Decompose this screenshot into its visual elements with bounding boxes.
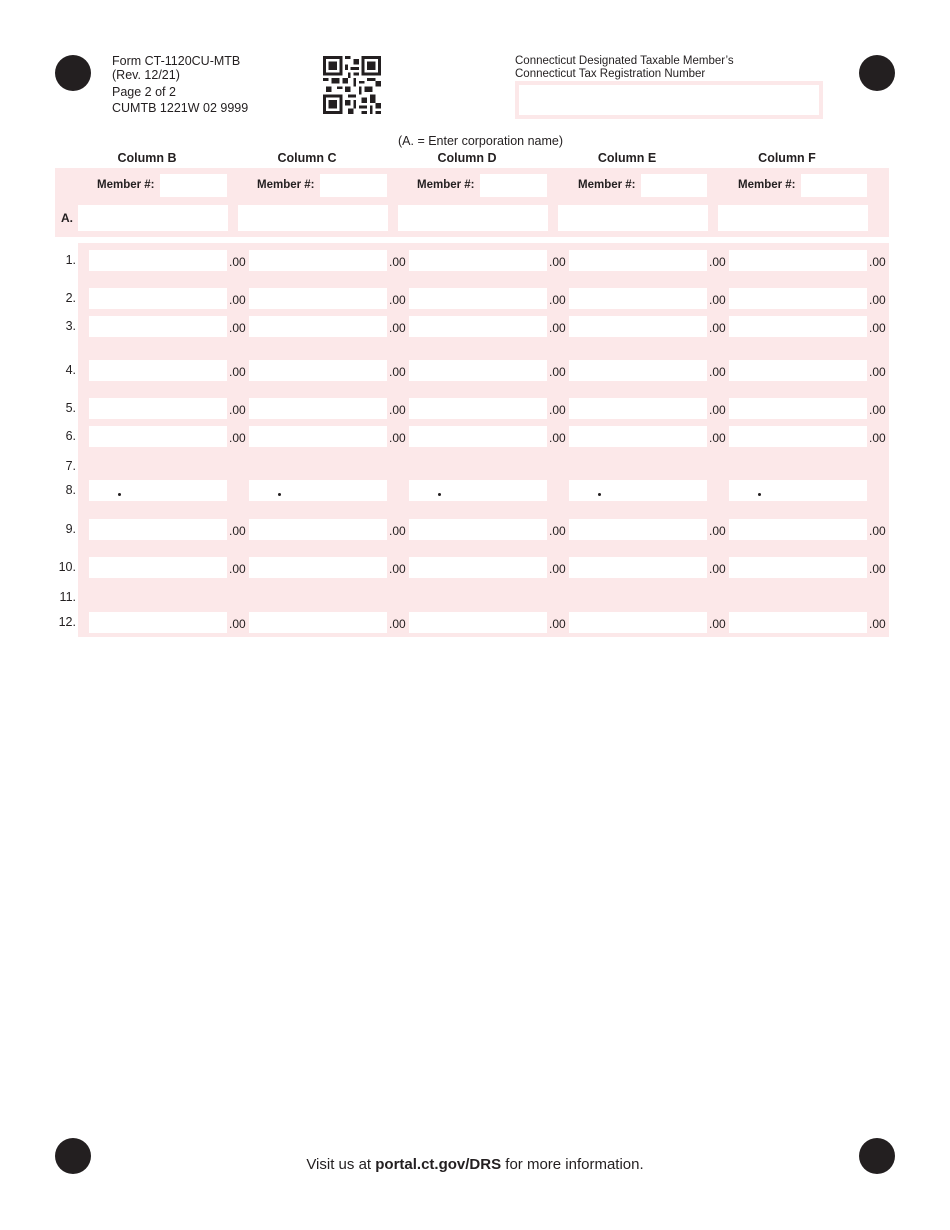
cents-suffix: .00 [709, 524, 726, 538]
decimal-point-icon [758, 493, 761, 496]
corporation-name-input-f[interactable] [718, 205, 868, 231]
line-4-input-b[interactable] [89, 360, 227, 381]
cents-suffix: .00 [709, 431, 726, 445]
form-revision: (Rev. 12/21) [112, 68, 180, 82]
line-1-input-b[interactable] [89, 250, 227, 271]
member-label-c: Member #: [257, 179, 315, 191]
line-number: 5. [65, 401, 76, 415]
line-number: 8. [65, 483, 76, 497]
cents-suffix: .00 [549, 431, 566, 445]
line-8-input-c[interactable] [249, 480, 387, 501]
cents-suffix: .00 [549, 293, 566, 307]
column-c-heading: Column C [277, 151, 337, 165]
line-3-input-f[interactable] [729, 316, 867, 337]
cents-suffix: .00 [549, 524, 566, 538]
cents-suffix: .00 [229, 293, 246, 307]
cents-suffix: .00 [709, 293, 726, 307]
registration-mark-top-right [859, 55, 895, 91]
cents-suffix: .00 [869, 255, 886, 269]
member-number-input-d[interactable] [480, 174, 547, 197]
line-10-input-e[interactable] [569, 557, 707, 578]
line-number: 12. [58, 615, 76, 629]
cents-suffix: .00 [549, 403, 566, 417]
decimal-point-icon [278, 493, 281, 496]
footer-note [0, 1156, 950, 1173]
line-3-input-b[interactable] [89, 316, 227, 337]
line-2-input-b[interactable] [89, 288, 227, 309]
corporation-name-input-e[interactable] [558, 205, 708, 231]
form-code: CUMTB 1221W 02 9999 [112, 101, 249, 115]
line-9-input-c[interactable] [249, 519, 387, 540]
cents-suffix: .00 [709, 365, 726, 379]
cents-suffix: .00 [709, 562, 726, 576]
line-10-input-d[interactable] [409, 557, 547, 578]
column-d-heading: Column D [437, 151, 497, 165]
line-8-input-e[interactable] [569, 480, 707, 501]
cents-suffix: .00 [549, 562, 566, 576]
line-5-input-d[interactable] [409, 398, 547, 419]
qr-code-icon [323, 56, 381, 114]
cents-suffix: .00 [389, 365, 406, 379]
cents-suffix: .00 [389, 524, 406, 538]
cents-suffix: .00 [709, 617, 726, 631]
member-label-d: Member #: [417, 179, 475, 191]
member-number-input-f[interactable] [801, 174, 867, 197]
cents-suffix: .00 [229, 431, 246, 445]
cents-suffix: .00 [709, 255, 726, 269]
corporation-name-input-b[interactable] [78, 205, 228, 231]
member-label-e: Member #: [578, 179, 636, 191]
line-8-input-d[interactable] [409, 480, 547, 501]
cents-suffix: .00 [709, 321, 726, 335]
line-4-input-e[interactable] [569, 360, 707, 381]
cents-suffix: .00 [389, 617, 406, 631]
cents-suffix: .00 [229, 524, 246, 538]
line-8-input-b[interactable] [89, 480, 227, 501]
line-4-input-f[interactable] [729, 360, 867, 381]
line-8-input-f[interactable] [729, 480, 867, 501]
line-number: 2. [65, 291, 76, 305]
cents-suffix: .00 [229, 365, 246, 379]
tax-registration-input[interactable] [519, 85, 819, 115]
line-number: 7. [65, 459, 76, 473]
line-6-input-f[interactable] [729, 426, 867, 447]
line-6-input-c[interactable] [249, 426, 387, 447]
cents-suffix: .00 [229, 617, 246, 631]
footer-prefix: Visit us at [306, 1156, 376, 1173]
member-label-f: Member #: [738, 179, 796, 191]
tax-registration-label-line-2: Connecticut Tax Registration Number [515, 68, 706, 80]
cents-suffix: .00 [549, 321, 566, 335]
line-number: 10. [58, 560, 76, 574]
line-12-input-f[interactable] [729, 612, 867, 633]
cents-suffix: .00 [389, 431, 406, 445]
cents-suffix: .00 [389, 255, 406, 269]
corporation-name-note: (A. = Enter corporation name) [398, 134, 564, 148]
line-10-input-f[interactable] [729, 557, 867, 578]
line-3-input-e[interactable] [569, 316, 707, 337]
cents-suffix: .00 [389, 562, 406, 576]
line-2-input-f[interactable] [729, 288, 867, 309]
member-number-input-e[interactable] [641, 174, 707, 197]
line-3-input-c[interactable] [249, 316, 387, 337]
cents-suffix: .00 [869, 617, 886, 631]
cents-suffix: .00 [389, 403, 406, 417]
line-number: 3. [65, 319, 76, 333]
tax-registration-label-line-1: Connecticut Designated Taxable Member’s [515, 55, 734, 67]
line-12-input-c[interactable] [249, 612, 387, 633]
decimal-point-icon [438, 493, 441, 496]
cents-suffix: .00 [869, 365, 886, 379]
line-3-input-d[interactable] [409, 316, 547, 337]
corporation-name-input-c[interactable] [238, 205, 388, 231]
cents-suffix: .00 [389, 293, 406, 307]
line-1-input-d[interactable] [409, 250, 547, 271]
corporation-name-input-d[interactable] [398, 205, 548, 231]
cents-suffix: .00 [869, 293, 886, 307]
cents-suffix: .00 [389, 321, 406, 335]
member-number-input-b[interactable] [160, 174, 227, 197]
line-10-input-b[interactable] [89, 557, 227, 578]
cents-suffix: .00 [549, 365, 566, 379]
line-5-input-e[interactable] [569, 398, 707, 419]
cents-suffix: .00 [869, 524, 886, 538]
cents-suffix: .00 [229, 562, 246, 576]
line-10-input-c[interactable] [249, 557, 387, 578]
line-12-input-d[interactable] [409, 612, 547, 633]
line-9-input-d[interactable] [409, 519, 547, 540]
row-a-label: A. [61, 211, 73, 225]
member-number-input-c[interactable] [320, 174, 387, 197]
line-2-input-e[interactable] [569, 288, 707, 309]
line-4-input-c[interactable] [249, 360, 387, 381]
cents-suffix: .00 [229, 321, 246, 335]
column-b-heading: Column B [117, 151, 177, 165]
decimal-point-icon [118, 493, 121, 496]
column-e-heading: Column E [597, 151, 657, 165]
member-label-b: Member #: [97, 179, 155, 191]
line-2-input-d[interactable] [409, 288, 547, 309]
line-number: 1. [65, 253, 76, 267]
form-id: Form CT-1120CU-MTB [112, 54, 241, 68]
line-9-input-f[interactable] [729, 519, 867, 540]
footer-link[interactable]: portal.ct.gov/DRS [375, 1156, 502, 1173]
line-5-input-f[interactable] [729, 398, 867, 419]
line-1-input-f[interactable] [729, 250, 867, 271]
tax-registration-box [515, 81, 823, 119]
line-5-input-b[interactable] [89, 398, 227, 419]
footer-suffix: for more information. [501, 1156, 644, 1173]
cents-suffix: .00 [709, 403, 726, 417]
line-number: 6. [65, 429, 76, 443]
line-1-input-e[interactable] [569, 250, 707, 271]
line-9-input-e[interactable] [569, 519, 707, 540]
line-number: 9. [65, 522, 76, 536]
line-1-input-c[interactable] [249, 250, 387, 271]
line-number: 11. [59, 590, 76, 604]
cents-suffix: .00 [549, 255, 566, 269]
cents-suffix: .00 [549, 617, 566, 631]
registration-mark-top-left [55, 55, 91, 91]
decimal-point-icon [598, 493, 601, 496]
line-4-input-d[interactable] [409, 360, 547, 381]
line-6-input-e[interactable] [569, 426, 707, 447]
line-2-input-c[interactable] [249, 288, 387, 309]
line-5-input-c[interactable] [249, 398, 387, 419]
cents-suffix: .00 [229, 255, 246, 269]
line-6-input-b[interactable] [89, 426, 227, 447]
line-12-input-e[interactable] [569, 612, 707, 633]
cents-suffix: .00 [869, 403, 886, 417]
line-9-input-b[interactable] [89, 519, 227, 540]
cents-suffix: .00 [869, 431, 886, 445]
page-number: Page 2 of 2 [112, 85, 176, 99]
column-f-heading: Column F [758, 151, 816, 165]
line-number: 4. [65, 363, 76, 377]
cents-suffix: .00 [229, 403, 246, 417]
cents-suffix: .00 [869, 321, 886, 335]
line-6-input-d[interactable] [409, 426, 547, 447]
cents-suffix: .00 [869, 562, 886, 576]
line-12-input-b[interactable] [89, 612, 227, 633]
